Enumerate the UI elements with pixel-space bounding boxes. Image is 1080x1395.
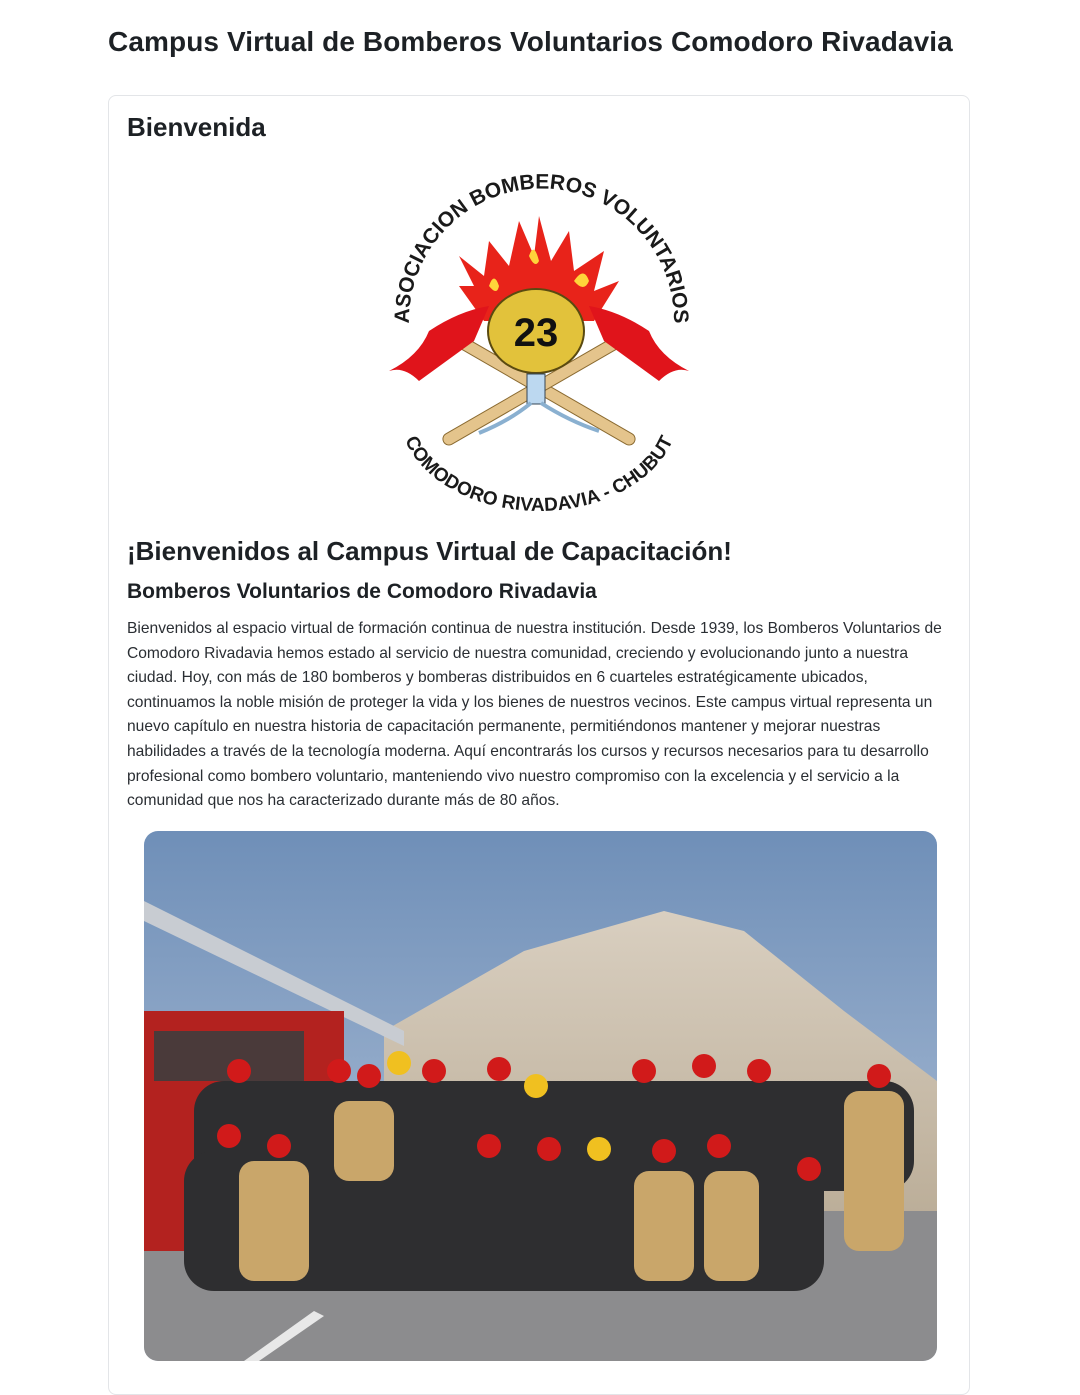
welcome-subheading: Bomberos Voluntarios de Comodoro Rivadavia xyxy=(127,580,597,603)
association-logo xyxy=(379,170,699,517)
helmet-icon xyxy=(488,289,584,373)
logo-bottom-text: COMODORO RIVADAVIA - CHUBUT xyxy=(400,432,678,517)
logo-number: 23 xyxy=(513,311,559,355)
welcome-paragraph: Bienvenidos al espacio virtual de formación continua de nuestra institución. Desde 1939, los Bomberos Voluntarios de Comodoro Rivadavia hemos estado al servicio de nuestra comunidad, creciendo y evolucionando junto a nuestra ciudad. Hoy, con más de 180 bomberos y bomberas distribuidos en 6 cuarteles estratégicamente ubicados, continuamos la noble misión de proteger la vida y los bienes de nuestros vecinos. Este campus virtual representa un nuevo capítulo en nuestra historia de capacitación permanente, permitiéndonos mantener y mejorar nuestras habilidades a través de la tecnología moderna. Aquí encontrarás los cursos y recursos necesarios para tu desarrollo profesional como bombero voluntario, manteniendo vivo nuestro compromiso con la excelencia y el servicio a la comunidad que nos ha caracterizado durante más de 80 años. xyxy=(127,620,942,810)
site-title: Campus Virtual de Bomberos Voluntarios Comodoro Rivadavia xyxy=(108,26,953,57)
welcome-heading: ¡Bienvenidos al Campus Virtual de Capacitación! xyxy=(127,536,732,566)
welcome-block xyxy=(108,95,970,1395)
logo-top-text: ASOCIACION BOMBEROS VOLUNTARIOS xyxy=(390,170,693,324)
svg-text:COMODORO RIVADAVIA - CHUBUT xyxy=(400,432,677,516)
block-title: Bienvenida xyxy=(127,112,266,142)
firefighters-group-photo xyxy=(144,831,937,1361)
